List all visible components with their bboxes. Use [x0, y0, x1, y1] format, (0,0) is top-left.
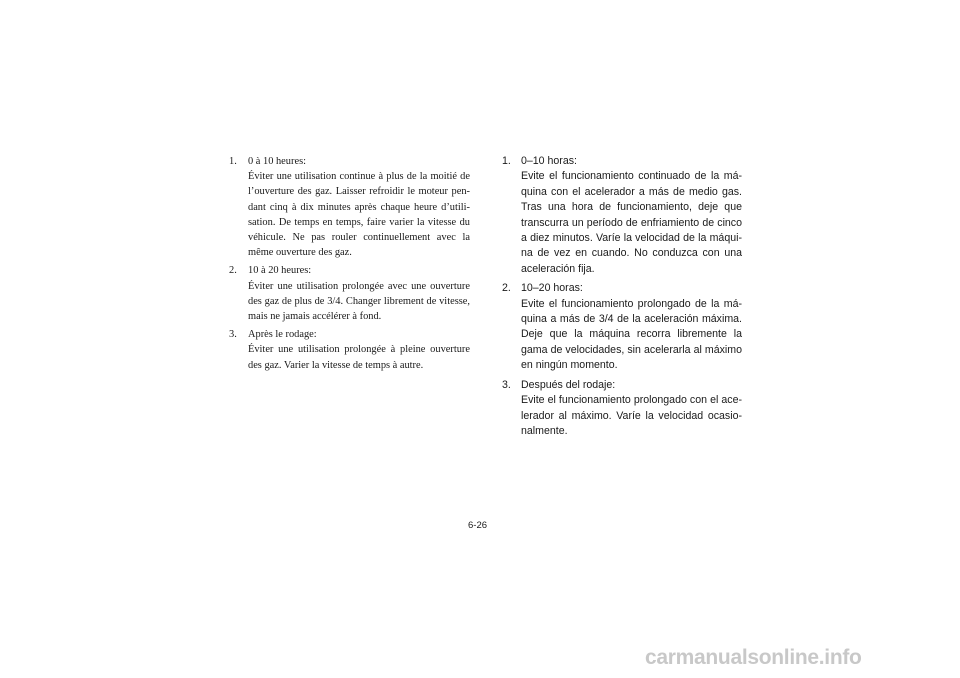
- item-number: 2.: [502, 282, 511, 295]
- spanish-item-2: [502, 281, 742, 373]
- item-body: Éviter une utilisation prolongée à pleine ouverture des gaz. Varier la vitesse de temps à autre.: [248, 344, 470, 371]
- french-item-1: [229, 154, 470, 260]
- french-item-3: [229, 327, 470, 373]
- item-body: Evite el funcionamiento continuado de la máquina con el acelerador a más de medio gas. Tras una hora de funcionamiento, deje que transcurra un período de enfriamiento de cinco a diez minutos. Varíe la velocidad de la máquina de vez en cuando. No conduzca con una aceleración fija.: [521, 170, 742, 275]
- item-heading: 0 à 10 heures:: [248, 156, 306, 167]
- item-body: Evite el funcionamiento prolongado con el acelerador al máximo. Varíe la velocidad ocasionalmente.: [521, 394, 742, 437]
- item-number: 3.: [502, 378, 511, 391]
- spanish-item-1: [502, 154, 742, 277]
- item-heading: 10 à 20 heures:: [248, 265, 312, 277]
- spanish-item-3: [502, 378, 742, 440]
- watermark: carmanualsonline.info: [645, 646, 862, 669]
- item-number: 1.: [502, 155, 511, 167]
- item-body: Éviter une utilisation continue à plus de la moitié de l’ouverture des gaz. Laisser refroidir le moteur pendant cinq à dix minutes après chaque heure d’utilisation. De temps en temps, faire varier la vitesse du véhicule. Ne pas rouler continuellement avec la même ouverture des gaz.: [248, 171, 470, 259]
- item-number: 1.: [229, 156, 237, 167]
- item-heading: Después del rodaje:: [521, 378, 616, 391]
- item-heading: 0–10 horas:: [521, 155, 577, 167]
- page-number: 6-26: [468, 520, 488, 531]
- item-number: 3.: [229, 329, 237, 341]
- item-body: Evite el funcionamiento prolongado de la máquina a más de 3/4 de la aceleración máxima. Deje que la máquina recorra libremente la gama de velocidades, sin acelerarla al máximo en ningún momento.: [521, 297, 742, 372]
- item-body: Éviter une utilisation prolongée avec une ouverture des gaz de plus de 3/4. Changer librement de vitesse, mais ne jamais accélérer à fond.: [248, 280, 470, 323]
- item-number: 2.: [229, 265, 237, 277]
- french-item-2: [229, 263, 470, 324]
- item-heading: Après le rodage:: [248, 329, 317, 341]
- french-column: [229, 154, 470, 376]
- item-heading: 10–20 horas:: [521, 282, 583, 295]
- spanish-column: [502, 154, 742, 443]
